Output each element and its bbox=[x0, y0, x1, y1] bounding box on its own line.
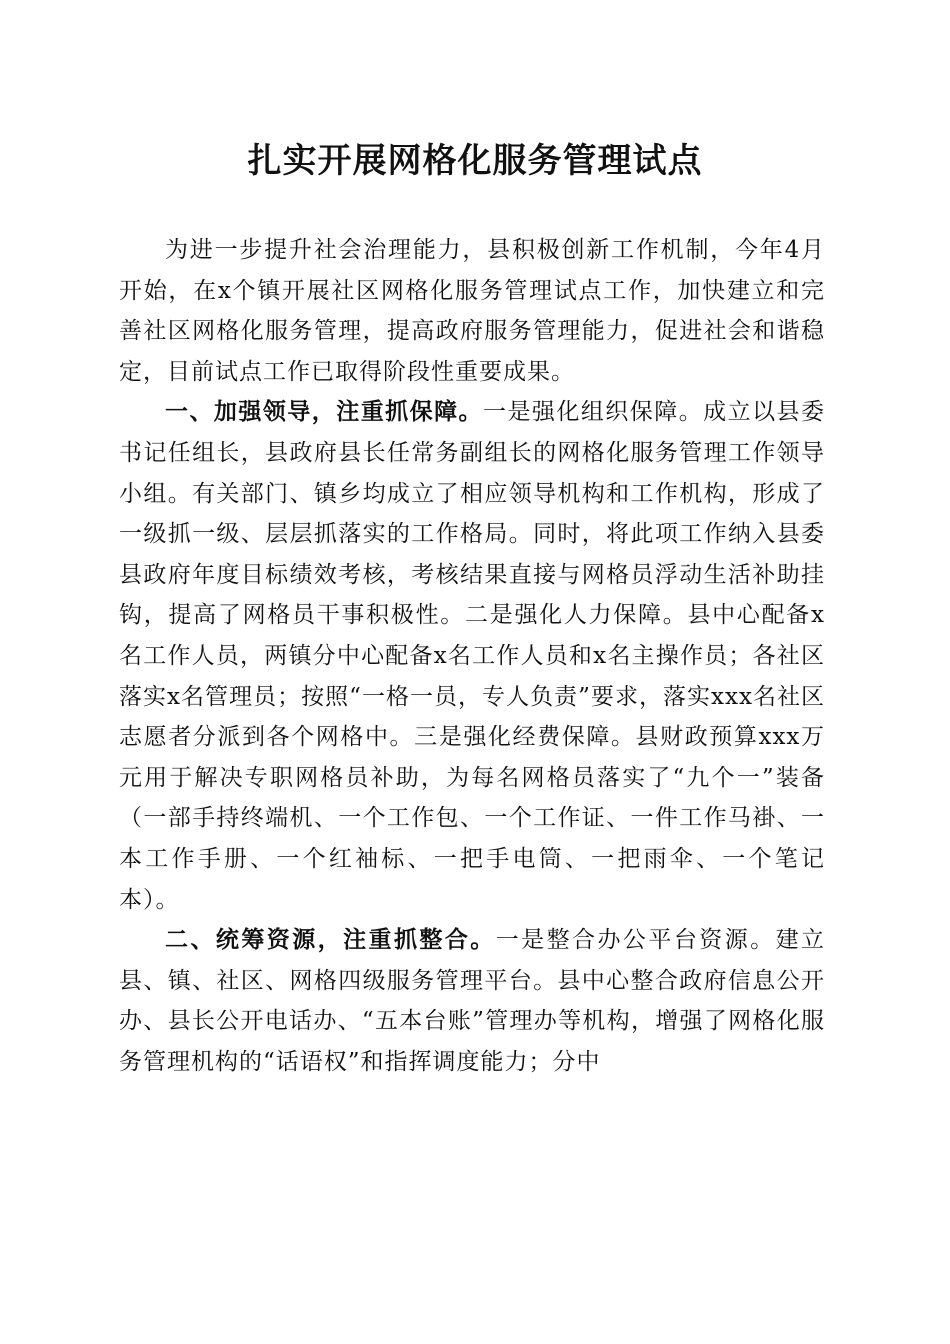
intro-paragraph-text: 为进一步提升社会治理能力，县积极创新工作机制，今年4月开始，在x个镇开展社区网格化服务管理试点工作，加快建立和完善社区网格化服务管理，提高政府服务管理能力，促进社会和谐稳定，目前试点工作已取得阶段性重要成果。 bbox=[119, 237, 825, 385]
section-one-heading: 一、加强领导，注重抓保障。 bbox=[165, 399, 483, 426]
section-one-paragraph bbox=[119, 392, 825, 920]
section-two-text: 一是整合办公平台资源。建立县、镇、社区、网格四级服务管理平台。县中心整合政府信息公开办、县长公开电话办、“五本台账”管理办等机构，增强了网格化服务管理机构的“话语权”和指挥调度能力；分中 bbox=[119, 927, 826, 1075]
document-body bbox=[119, 230, 825, 1082]
section-two-heading: 二、统筹资源，注重抓整合。 bbox=[165, 927, 496, 954]
section-one-text: 一是强化组织保障。成立以县委书记任组长，县政府县长任常务副组长的网格化服务管理工作领导小组。有关部门、镇乡均成立了相应领导机构和工作机构，形成了一级抓一级、层层抓落实的工作格局。同时，将此项工作纳入县委县政府年度目标绩效考核，考核结果直接与网格员浮动生活补助挂钩，提高了网格员干事积极性。二是强化人力保障。县中心配备x名工作人员，两镇分中心配备x名工作人员和x名主操作员；各社区落实x名管理员；按照“一格一员，专人负责”要求，落实xxx名社区志愿者分派到各个网格中。三是强化经费保障。县财政预算xxx万元用于解决专职网格员补助，为每名网格员落实了“九个一”装备（一部手持终端机、一个工作包、一个工作证、一件工作马褂、一本工作手册、一个红袖标、一把手电筒、一把雨伞、一个笔记本）。 bbox=[119, 399, 826, 913]
document-title: 扎实开展网格化服务管理试点 bbox=[247, 141, 703, 181]
section-two-paragraph bbox=[119, 920, 825, 1082]
intro-paragraph bbox=[119, 230, 825, 392]
